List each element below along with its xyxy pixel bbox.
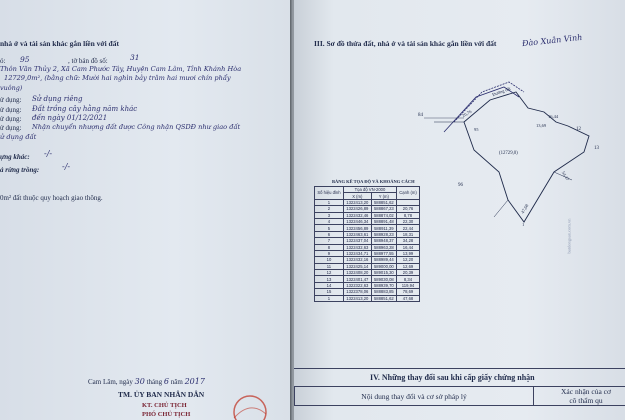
col-edge: Cạnh (m)	[397, 187, 420, 200]
table-cell: 10	[315, 257, 344, 263]
table-cell: 12,20	[397, 257, 420, 263]
date-place: Cam Lâm, ngày	[88, 378, 133, 386]
coordinate-table	[314, 186, 420, 302]
table-cell: 20,39	[397, 270, 420, 276]
map-label-d2: 47,68	[519, 203, 530, 215]
table-cell: 13	[315, 276, 344, 282]
table-cell: 16,44	[397, 244, 420, 250]
table-cell: 1322463,61	[343, 231, 371, 237]
table-row	[315, 282, 420, 288]
right-page	[294, 0, 625, 420]
table-cell: 22,30	[397, 218, 420, 224]
official-seal-icon	[228, 390, 268, 420]
table-cell: 1322322,63	[343, 282, 371, 288]
map-label-84: 84	[418, 113, 423, 118]
table-cell: 588851,62	[371, 295, 396, 301]
table-cell: 588867,23	[371, 206, 396, 212]
table-cell: 1	[315, 295, 344, 301]
area: 12729,0m², (bằng chữ: Mười hai nghìn bảy trăm hai mươi chín phẩy	[4, 74, 231, 82]
map-label-d6: 16,44	[548, 114, 559, 119]
table-cell: 8,34	[397, 276, 420, 282]
section-4-title: IV. Những thay đổi sau khi cấp giấy chứng nhận	[370, 373, 535, 382]
table-cell: 1322408,20	[343, 270, 371, 276]
date-month: 6	[163, 377, 169, 386]
origin-label: ử dụng:	[0, 124, 22, 132]
forest-label: ả rừng trồng:	[0, 166, 40, 174]
map-sheet-no: 31	[130, 53, 140, 62]
table-row	[315, 263, 420, 269]
stamp-line-2: PHÓ CHỦ TỊCH	[142, 411, 191, 418]
table-cell: 588874,02	[371, 212, 396, 218]
table-cell: 5	[315, 225, 344, 231]
table-cell: 1322446,34	[343, 218, 371, 224]
origin-continued: ử dụng đất	[0, 133, 37, 141]
table-row	[315, 276, 420, 282]
date-line	[88, 378, 205, 386]
parcel-map	[404, 72, 624, 257]
table-cell: 588989,44	[371, 257, 396, 263]
table-cell: 1322425,14	[343, 263, 371, 269]
map-label-d5: 13,69	[536, 123, 547, 128]
section-divider	[294, 368, 625, 369]
table-row	[315, 289, 420, 295]
map-sheet-label: , tờ bản đồ số:	[68, 57, 108, 65]
table-cell: 11	[315, 263, 344, 269]
watermark: batdongsan.com.vn	[566, 218, 572, 254]
table-cell: 1322432,63	[343, 244, 371, 250]
table-cell: 588939,70	[371, 282, 396, 288]
date-day: 30	[134, 377, 145, 386]
table-cell: 22,44	[397, 225, 420, 231]
col-authority-confirm-line2: cô thẩm qu	[569, 396, 603, 405]
table-cell: 12	[315, 270, 344, 276]
table-cell: 2	[315, 206, 344, 212]
date-month-label: tháng	[146, 378, 163, 386]
map-label-12: 12	[576, 127, 581, 132]
table-cell: 589030,08	[371, 276, 396, 282]
table-cell: 588963,28	[371, 244, 396, 250]
map-label-d1: 20,76	[461, 108, 473, 119]
table-cell: 20,76	[397, 206, 420, 212]
table-cell: 7	[315, 238, 344, 244]
committee-name: TM. ỦY BAN NHÂN DÂN	[118, 390, 205, 399]
handwritten-note: Đào Xuân Vinh	[521, 32, 583, 49]
table-cell: 13,99	[397, 250, 420, 256]
section-3-title: III. Sơ đồ thửa đất, nhà ở và tài sản khác gắn liền với đất	[314, 39, 497, 48]
table-cell: 1322401,47	[343, 276, 371, 282]
table-cell: 589015,30	[371, 270, 396, 276]
table-cell: 3	[315, 212, 344, 218]
table-cell: 15	[315, 289, 344, 295]
table-cell: 1322456,89	[343, 225, 371, 231]
col-y: Y (m)	[371, 193, 396, 199]
map-area-label: (12729,0)	[499, 151, 518, 156]
table-cell: 588911,39	[371, 225, 396, 231]
table-cell: 12,69	[397, 263, 420, 269]
table-cell: 9	[315, 250, 344, 256]
table-cell: 1322426,89	[343, 206, 371, 212]
table-row	[315, 295, 420, 301]
table-cell: 78,69	[397, 289, 420, 295]
usage-form-label: ử dụng:	[0, 96, 22, 104]
map-label-96: 96	[458, 183, 463, 188]
address: Thôn Văn Thủy 2, Xã Cam Phước Tây, Huyện Cam Lâm, Tỉnh Khánh Hòa	[0, 65, 242, 73]
planning-note: 0m² đất thuộc quy hoạch giao thông.	[0, 194, 103, 202]
col-change-content: Nội dung thay đổi và cơ sở pháp lý	[295, 387, 534, 406]
table-cell: 1322378,06	[343, 289, 371, 295]
left-page	[0, 0, 292, 420]
col-vertex: Số hiệu đỉnh	[315, 187, 344, 200]
table-cell: 1322413,20	[343, 199, 371, 205]
table-row	[315, 270, 420, 276]
usage-form: Sử dụng riêng	[32, 95, 83, 103]
map-label-1: 1	[522, 222, 525, 227]
table-cell: 1322434,71	[343, 250, 371, 256]
origin: Nhận chuyển nhượng đất được Công nhận QSDĐ như giao đất	[32, 123, 241, 131]
stamp-line-1: KT. CHỦ TỊCH	[142, 402, 187, 409]
col-coord-group: Tọa độ VN-2000	[343, 187, 396, 193]
table-row	[315, 257, 420, 263]
table-cell: 8,78	[397, 212, 420, 218]
other-works-value: -/-	[44, 149, 53, 158]
col-x: X (m)	[343, 193, 371, 199]
table-cell: 1322437,04	[343, 238, 371, 244]
map-label-road: Đường đất	[491, 85, 512, 98]
table-cell: 119,94	[397, 282, 420, 288]
col-authority-confirm	[534, 387, 625, 406]
table-cell: 588928,23	[371, 231, 396, 237]
map-label-d3: 54,47	[560, 170, 571, 182]
table-cell: 1322413,20	[343, 295, 371, 301]
forest-value: -/-	[62, 162, 71, 171]
table-cell: 588851,62	[371, 199, 396, 205]
table-cell: 588977,55	[371, 250, 396, 256]
table-cell: 588891,48	[371, 218, 396, 224]
date-year-label: năm	[170, 378, 183, 386]
map-label-95: 95	[474, 127, 479, 132]
col-authority-confirm-line1: Xác nhận của cơ	[561, 387, 611, 396]
map-label-13: 13	[594, 146, 599, 151]
table-cell: 14	[315, 282, 344, 288]
purpose-label: ử dụng:	[0, 106, 22, 114]
table-cell: 4	[315, 218, 344, 224]
duration: đến ngày 01/12/2021	[32, 114, 108, 122]
table-cell: 1322432,16	[343, 257, 371, 263]
table-cell: 588948,37	[371, 238, 396, 244]
purpose: Đất trồng cây hằng năm khác	[32, 105, 138, 113]
date-year: 2017	[184, 377, 205, 386]
table-cell: 588883,85	[371, 289, 396, 295]
table-cell: 6	[315, 231, 344, 237]
changes-table	[294, 386, 625, 406]
parcel-no-label: ó:	[0, 57, 6, 65]
left-page-title: nhà ở và tài sản khác gắn liền với đất	[0, 39, 119, 48]
area-continued: vuông)	[0, 84, 23, 92]
coord-table-title: BẢNG KÊ TỌA ĐỘ VÀ KHOẢNG CÁCH	[332, 179, 415, 184]
table-cell: 1322432,46	[343, 212, 371, 218]
table-cell: 34,28	[397, 238, 420, 244]
duration-label: ử dụng:	[0, 115, 22, 123]
table-cell: 589000,00	[371, 263, 396, 269]
table-cell: 18,31	[397, 231, 420, 237]
table-cell: 47,68	[397, 295, 420, 301]
table-cell: 8	[315, 244, 344, 250]
parcel-no: 95	[20, 55, 30, 64]
table-cell: 1	[315, 199, 344, 205]
other-works-label: ựng khác:	[0, 153, 30, 161]
